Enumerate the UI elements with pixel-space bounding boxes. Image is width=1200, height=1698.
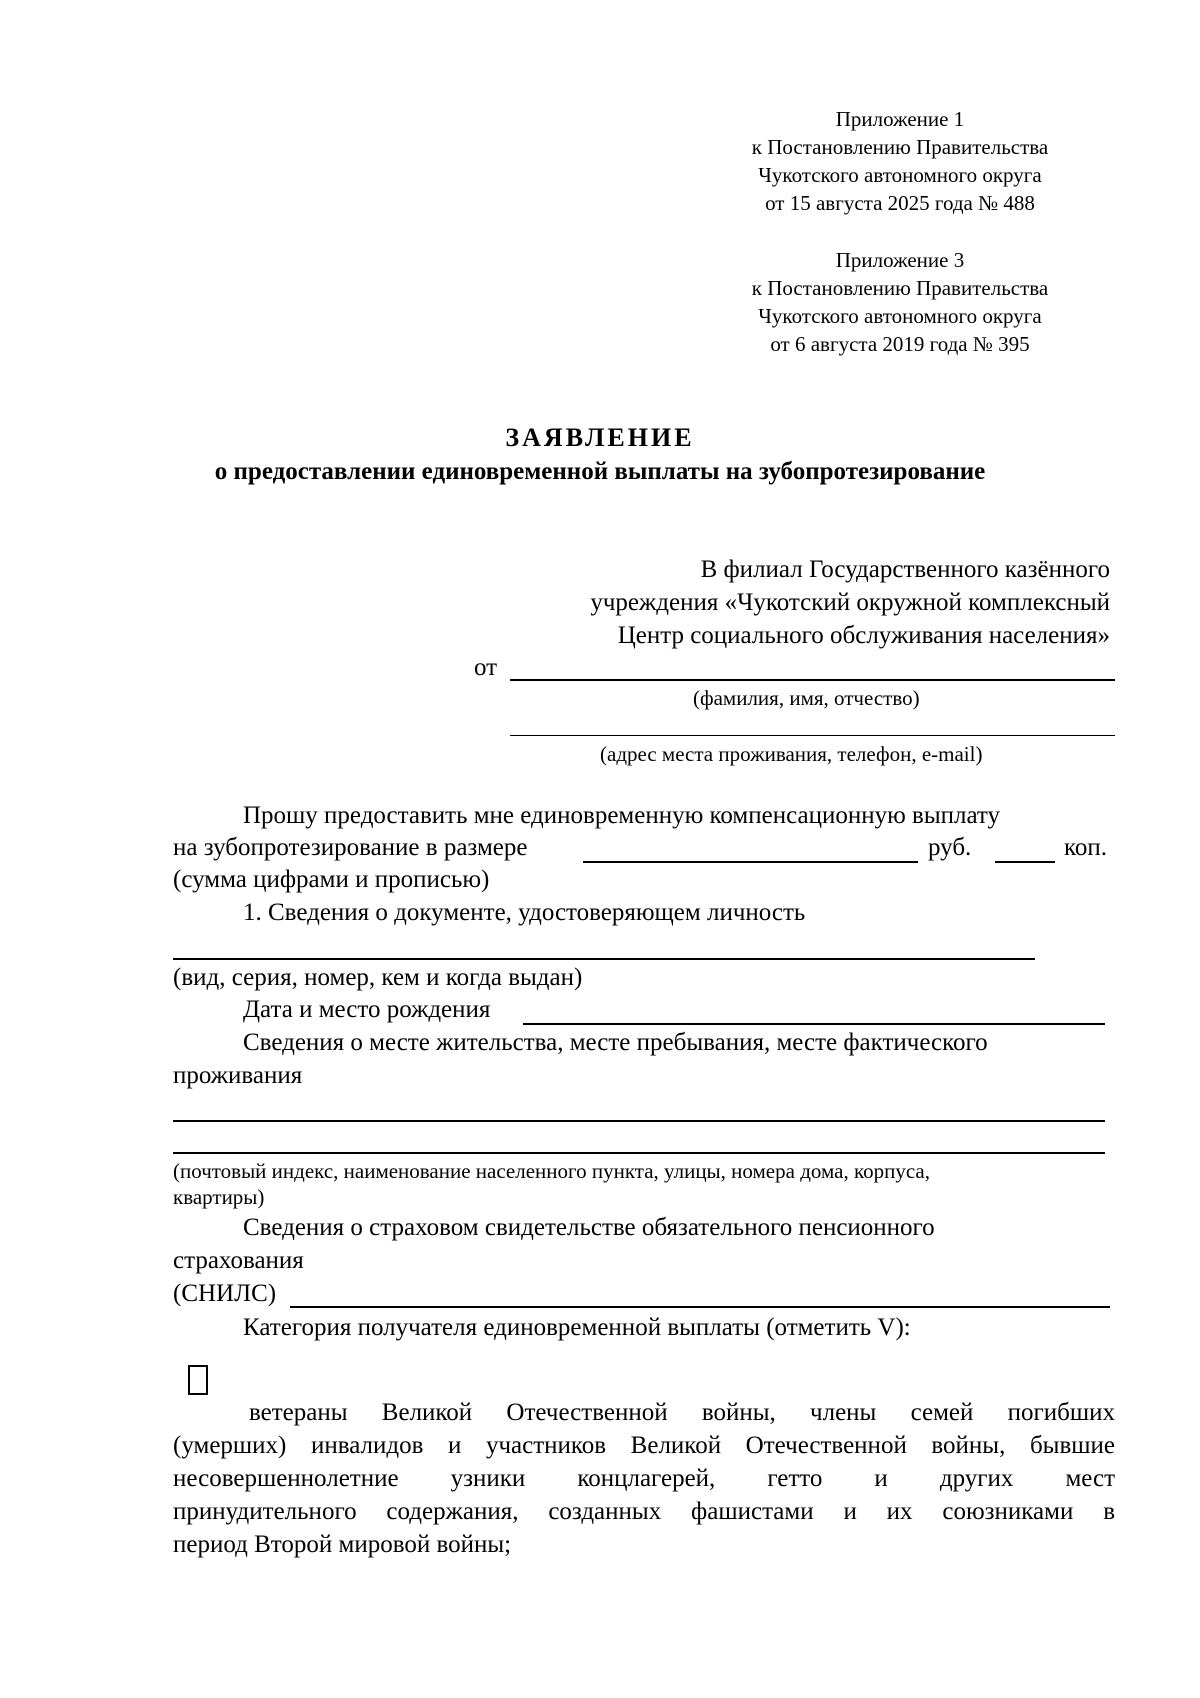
- document-subtitle: о предоставлении единовременной выплаты на зубопротезирование: [214, 458, 986, 485]
- identity-field[interactable]: [173, 958, 1035, 960]
- request-line-1: Прошу предоставить мне единовременную компенсационную выплату: [243, 802, 1001, 829]
- category-1-line-5: период Второй мировой войны;: [173, 1531, 512, 1558]
- kop-label: коп.: [1064, 834, 1108, 861]
- appendix-3-number: Приложение 3: [835, 248, 965, 272]
- fio-hint: (фамилия, имя, отчество): [693, 686, 920, 710]
- residence-hint-line-1: (почтовый индекс, наименование населенного пункта, улицы, номера дома, корпуса,: [173, 1159, 930, 1183]
- from-label: от: [474, 654, 498, 681]
- residence-line-1: Сведения о месте жительства, месте пребывания, месте фактического: [243, 1029, 988, 1056]
- snils-line-1: Сведения о страховом свидетельстве обязательного пенсионного: [243, 1214, 935, 1241]
- birth-label: Дата и место рождения: [243, 996, 491, 1023]
- request-line-2: на зубопротезирование в размере: [173, 834, 528, 861]
- addressee-line-3: Центр социального обслуживания населения»: [617, 622, 1110, 649]
- appendix-1-resolution: к Постановлению Правительства: [751, 135, 1049, 159]
- amount-kop-field[interactable]: [995, 861, 1055, 863]
- category-1-checkbox[interactable]: [188, 1365, 208, 1395]
- appendix-1-region: Чукотского автономного округа: [758, 163, 1042, 187]
- appendix-1-number: Приложение 1: [835, 107, 965, 131]
- addressee-line-1: В филиал Государственного казённого: [700, 556, 1110, 583]
- identity-hint: (вид, серия, номер, кем и когда выдан): [173, 964, 583, 991]
- residence-field-1[interactable]: [173, 1120, 1105, 1122]
- fio-field[interactable]: [510, 679, 1115, 681]
- addressee-line-2: учреждения «Чукотский окружной комплексный: [590, 589, 1110, 616]
- appendix-3-block: [700, 246, 1100, 358]
- snils-field[interactable]: [290, 1306, 1110, 1308]
- contact-field[interactable]: [510, 735, 1115, 736]
- document-title: ЗАЯВЛЕНИЕ: [505, 423, 695, 452]
- appendix-3-resolution: к Постановлению Правительства: [751, 276, 1049, 300]
- identity-heading: 1. Сведения о документе, удостоверяющем личность: [243, 899, 806, 926]
- contact-hint: (адрес места проживания, телефон, e-mail): [600, 742, 983, 766]
- residence-line-2: проживания: [173, 1062, 303, 1089]
- rub-label: руб.: [928, 834, 972, 861]
- amount-rub-field[interactable]: [583, 861, 918, 863]
- birth-field[interactable]: [523, 1023, 1105, 1025]
- appendix-1-block: [700, 105, 1100, 217]
- amount-hint: (сумма цифрами и прописью): [173, 866, 490, 893]
- appendix-3-date: от 6 августа 2019 года № 395: [770, 332, 1030, 356]
- snils-label: (СНИЛС): [173, 1280, 277, 1307]
- snils-line-2: страхования: [173, 1247, 304, 1274]
- residence-field-2[interactable]: [173, 1152, 1105, 1154]
- category-1-line-3: несовершеннолетние узники концлагерей, гетто и других мест: [173, 1465, 1115, 1492]
- category-1-line-2: (умерших) инвалидов и участников Великой Отечественной войны, бывшие: [173, 1432, 1115, 1459]
- residence-hint-line-2: квартиры): [173, 1185, 265, 1209]
- addressee-block: [590, 553, 1110, 652]
- category-1-line-1: ветераны Великой Отечественной войны, члены семей погибших: [249, 1399, 1115, 1426]
- category-heading: Категория получателя единовременной выплаты (отметить V):: [243, 1314, 911, 1341]
- appendix-3-region: Чукотского автономного округа: [758, 304, 1042, 328]
- appendix-1-date: от 15 августа 2025 года № 488: [765, 191, 1035, 215]
- category-1-line-4: принудительного содержания, созданных фашистами и их союзниками в: [173, 1498, 1115, 1525]
